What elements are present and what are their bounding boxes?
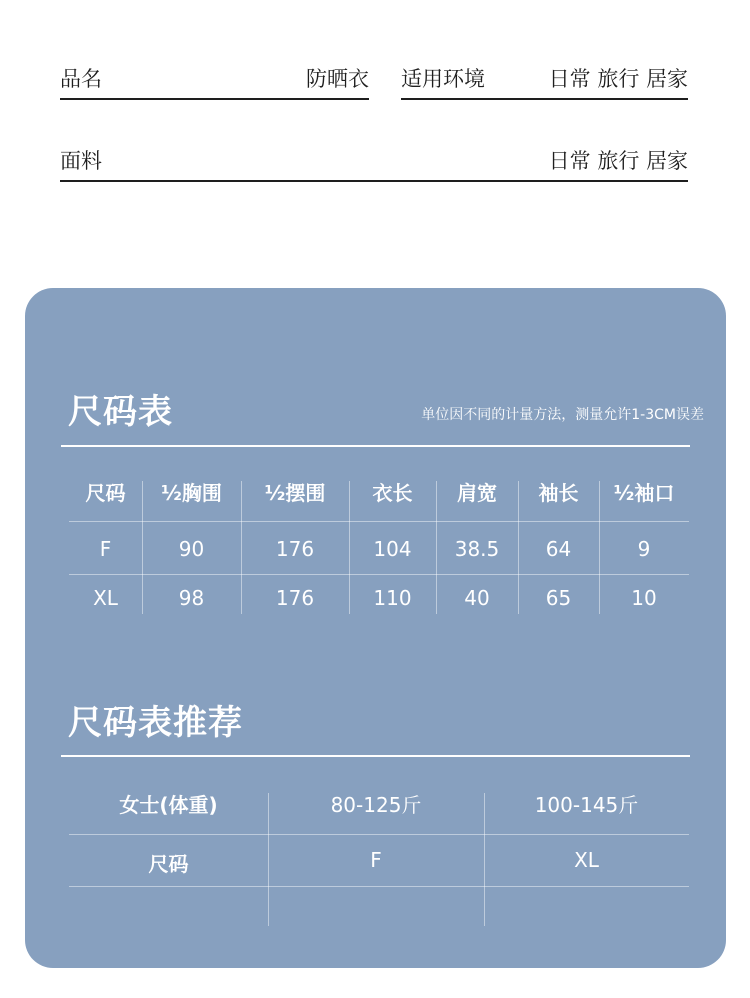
size-header-cell: 衣长 — [372, 481, 413, 505]
size-header-cell: ½胸围 — [161, 481, 222, 505]
table-col-divider — [241, 481, 242, 614]
recommend-cell: F — [370, 848, 382, 872]
recommend-cell: 女士(体重) — [119, 793, 218, 817]
recommend-title: 尺码表推荐 — [68, 703, 243, 743]
table-row-divider — [69, 521, 689, 522]
recommend-rule — [61, 755, 690, 757]
size-cell: XL — [93, 586, 118, 610]
size-cell: 38.5 — [454, 537, 500, 561]
size-cell: 9 — [637, 537, 651, 561]
size-header-cell: ½摆围 — [264, 481, 326, 505]
size-cell: 176 — [275, 586, 315, 610]
table-row-divider — [69, 834, 689, 835]
size-header-cell: ½袖口 — [613, 481, 675, 505]
size-chart-title: 尺码表 — [68, 392, 173, 432]
environment-label: 适用环境 — [401, 67, 485, 91]
table-col-divider — [484, 793, 485, 926]
recommend-cell: 尺码 — [148, 852, 189, 876]
size-cell: 65 — [545, 586, 572, 610]
recommend-cell: 80-125斤 — [330, 793, 422, 817]
size-header-cell: 尺码 — [85, 481, 126, 505]
size-cell: 10 — [631, 586, 657, 610]
fabric-label: 面料 — [60, 149, 102, 173]
table-col-divider — [436, 481, 437, 614]
table-row-divider — [69, 574, 689, 575]
info-row-environment — [401, 58, 688, 100]
table-row-divider — [69, 886, 689, 887]
size-header-cell: 袖长 — [538, 481, 579, 505]
size-cell: 40 — [464, 586, 490, 610]
environment-value: 日常 旅行 居家 — [548, 67, 688, 91]
recommend-cell: XL — [574, 848, 599, 872]
table-col-divider — [142, 481, 143, 614]
size-cell: 98 — [178, 586, 205, 610]
info-row-name — [60, 58, 369, 100]
table-col-divider — [518, 481, 519, 614]
size-header-cell: 肩宽 — [457, 481, 497, 505]
size-cell: 176 — [275, 537, 315, 561]
table-col-divider — [268, 793, 269, 926]
size-card — [25, 288, 726, 968]
table-col-divider — [349, 481, 350, 614]
fabric-value: 日常 旅行 居家 — [548, 149, 688, 173]
size-cell: 110 — [373, 586, 412, 610]
size-cell: 104 — [373, 537, 412, 561]
product-name-label: 品名 — [60, 67, 102, 91]
size-cell: F — [99, 537, 112, 561]
table-col-divider — [599, 481, 600, 614]
recommend-cell: 100-145斤 — [534, 793, 639, 817]
size-cell: 90 — [178, 537, 205, 561]
size-chart-note: 单位因不同的计量方法，测量允许1-3CM误差 — [421, 407, 704, 423]
product-name-value: 防晒衣 — [306, 67, 369, 91]
info-row-fabric — [60, 140, 688, 182]
size-chart-rule — [61, 445, 690, 447]
size-cell: 64 — [545, 537, 572, 561]
